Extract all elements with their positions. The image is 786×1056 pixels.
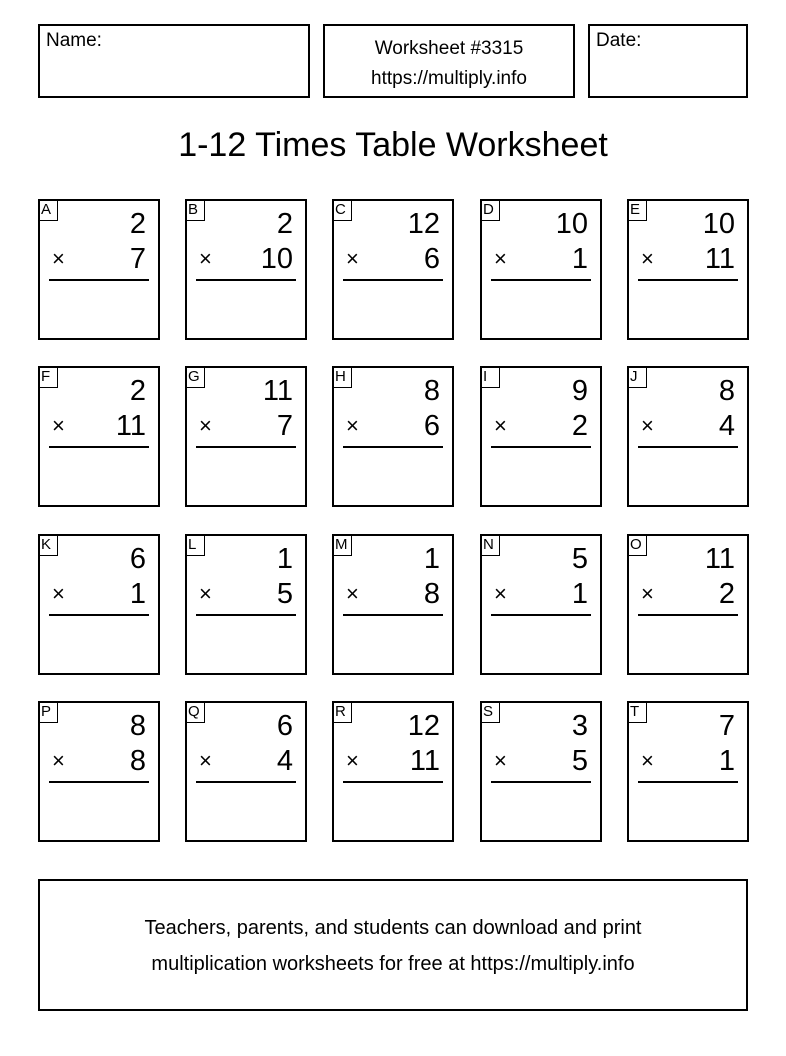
problem-multiplier: 4 [718, 410, 735, 442]
problem-multiplier: 2 [571, 410, 588, 442]
problem-label: O [628, 535, 647, 556]
problem-card [332, 366, 454, 507]
problem-label: G [186, 367, 205, 388]
problem-multiplier: 1 [129, 578, 146, 610]
problem-multiplier: 8 [129, 745, 146, 777]
times-sign: × [52, 581, 65, 606]
answer-line [638, 781, 738, 783]
problem-label: L [186, 535, 205, 556]
problem-card [627, 199, 749, 340]
problem-multiplicand: 1 [423, 543, 440, 575]
answer-line [49, 446, 149, 448]
times-sign: × [52, 748, 65, 773]
problem-multiplier: 4 [276, 745, 293, 777]
problem-multiplicand: 6 [276, 710, 293, 742]
times-sign: × [641, 413, 654, 438]
problem-card [185, 199, 307, 340]
problem-multiplicand: 5 [571, 543, 588, 575]
times-sign: × [494, 748, 507, 773]
date-field-box[interactable] [588, 24, 748, 98]
problem-multiplicand: 11 [262, 375, 293, 407]
answer-line [49, 781, 149, 783]
problem-label: A [39, 200, 58, 221]
answer-line [491, 279, 591, 281]
problem-multiplier: 1 [571, 243, 588, 275]
problem-label: M [333, 535, 352, 556]
problem-label: F [39, 367, 58, 388]
times-sign: × [52, 246, 65, 271]
problem-card [480, 199, 602, 340]
problem-card [332, 701, 454, 842]
problem-multiplicand: 2 [276, 208, 293, 240]
footer-box [38, 879, 748, 1011]
answer-line [638, 279, 738, 281]
problem-multiplicand: 8 [718, 375, 735, 407]
problem-card [38, 199, 160, 340]
problem-card [38, 534, 160, 675]
answer-line [343, 614, 443, 616]
problem-card [185, 366, 307, 507]
answer-line [638, 614, 738, 616]
problem-label: K [39, 535, 58, 556]
problem-multiplicand: 10 [702, 208, 735, 240]
problem-card [38, 366, 160, 507]
times-sign: × [346, 413, 359, 438]
problem-multiplicand: 7 [718, 710, 735, 742]
problem-card [38, 701, 160, 842]
problem-multiplier: 5 [571, 745, 588, 777]
problem-multiplicand: 3 [571, 710, 588, 742]
problem-label: I [481, 367, 500, 388]
times-sign: × [199, 748, 212, 773]
answer-line [343, 446, 443, 448]
problem-multiplier: 8 [423, 578, 440, 610]
times-sign: × [641, 246, 654, 271]
worksheet-url: https://multiply.info [371, 68, 527, 89]
answer-line [196, 279, 296, 281]
footer-line-1: Teachers, parents, and students can download and print [144, 917, 642, 939]
problem-multiplier: 7 [276, 410, 293, 442]
problem-multiplicand: 2 [129, 208, 146, 240]
problem-label: S [481, 702, 500, 723]
problem-card [480, 366, 602, 507]
problem-card [627, 534, 749, 675]
answer-line [343, 279, 443, 281]
problem-label: B [186, 200, 205, 221]
answer-line [491, 781, 591, 783]
worksheet-info-box [323, 24, 575, 98]
problem-card [627, 366, 749, 507]
problem-card [185, 701, 307, 842]
answer-line [343, 781, 443, 783]
problem-multiplicand: 12 [407, 710, 440, 742]
times-sign: × [199, 581, 212, 606]
problem-multiplicand: 8 [423, 375, 440, 407]
problem-card [332, 199, 454, 340]
answer-line [196, 781, 296, 783]
problem-label: T [628, 702, 647, 723]
problem-label: C [333, 200, 352, 221]
problem-multiplicand: 1 [276, 543, 293, 575]
problem-label: Q [186, 702, 205, 723]
answer-line [49, 614, 149, 616]
problem-multiplicand: 8 [129, 710, 146, 742]
times-sign: × [346, 581, 359, 606]
problem-multiplicand: 9 [571, 375, 588, 407]
problem-multiplier: 2 [718, 578, 735, 610]
page-title: 1-12 Times Table Worksheet [178, 126, 608, 164]
problem-label: P [39, 702, 58, 723]
problem-multiplicand: 12 [407, 208, 440, 240]
footer-line-2: multiplication worksheets for free at https://multiply.info [151, 953, 635, 975]
answer-line [491, 446, 591, 448]
problem-multiplicand: 6 [129, 543, 146, 575]
problem-multiplier: 1 [571, 578, 588, 610]
answer-line [196, 614, 296, 616]
times-sign: × [52, 413, 65, 438]
answer-line [638, 446, 738, 448]
times-sign: × [641, 581, 654, 606]
problem-label: D [481, 200, 500, 221]
worksheet-number: Worksheet #3315 [374, 38, 524, 59]
problem-label: H [333, 367, 352, 388]
problem-multiplicand: 2 [129, 375, 146, 407]
problem-multiplier: 5 [276, 578, 293, 610]
times-sign: × [494, 413, 507, 438]
problem-label: J [628, 367, 647, 388]
problem-multiplicand: 10 [555, 208, 588, 240]
problem-label: E [628, 200, 647, 221]
problem-card [480, 534, 602, 675]
problem-label: R [333, 702, 352, 723]
answer-line [196, 446, 296, 448]
answer-line [491, 614, 591, 616]
problem-multiplier: 1 [718, 745, 735, 777]
date-label: Date: [596, 30, 642, 51]
answer-line [49, 279, 149, 281]
times-sign: × [346, 246, 359, 271]
times-sign: × [199, 413, 212, 438]
problem-card [332, 534, 454, 675]
times-sign: × [641, 748, 654, 773]
name-field-box[interactable] [38, 24, 310, 98]
problem-label: N [481, 535, 500, 556]
problem-multiplier: 11 [115, 410, 146, 442]
problem-multiplier: 10 [260, 243, 293, 275]
problem-multiplicand: 11 [704, 543, 735, 575]
problem-multiplier: 6 [423, 410, 440, 442]
problem-multiplier: 6 [423, 243, 440, 275]
problem-multiplier: 11 [704, 243, 735, 275]
problem-multiplier: 11 [409, 745, 440, 777]
times-sign: × [494, 246, 507, 271]
problem-card [627, 701, 749, 842]
problem-multiplier: 7 [129, 243, 146, 275]
times-sign: × [346, 748, 359, 773]
name-label: Name: [46, 30, 102, 51]
problem-card [480, 701, 602, 842]
times-sign: × [199, 246, 212, 271]
problem-card [185, 534, 307, 675]
times-sign: × [494, 581, 507, 606]
